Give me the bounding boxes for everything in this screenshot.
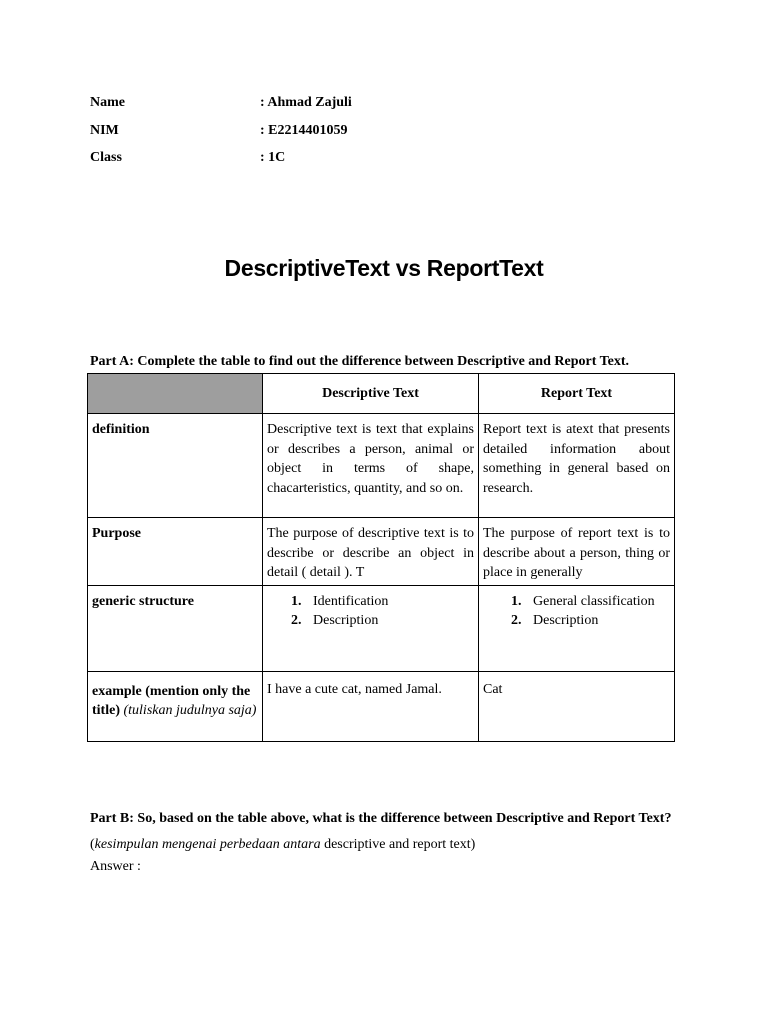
list-item: 2. Description: [511, 613, 599, 628]
cell-purpose-report: The purpose of report text is to describe about a person, thing or place in generally: [479, 518, 675, 586]
class-value: : 1C: [260, 150, 286, 165]
descriptive-structure-list: [267, 592, 474, 631]
part-a-instruction: Part A: Complete the table to find out the difference between Descriptive and Report Text.: [90, 354, 630, 369]
part-b-note-italic: kesimpulan mengenai perbedaan antara: [94, 836, 321, 852]
name-value: : Ahmad Zajuli: [260, 95, 352, 110]
corner-cell: [88, 374, 263, 414]
cell-purpose-descriptive: The purpose of descriptive text is to describe or describe an object in detail ( detail ). T: [263, 518, 479, 586]
comparison-table: [87, 373, 675, 742]
col-header-descriptive: Descriptive Text: [263, 374, 479, 414]
answer-label: Answer :: [90, 859, 141, 874]
cell-definition-report: Report text is atext that presents detailed information about something in general based on research.: [479, 414, 675, 518]
cell-example-report: Cat: [479, 671, 675, 741]
table-header-row: [88, 374, 675, 414]
name-label: Name: [90, 95, 125, 110]
nim-row: [90, 121, 352, 149]
student-info: [90, 93, 352, 176]
table-row: [88, 671, 675, 741]
nim-label: NIM: [90, 122, 119, 138]
part-b-question: Part B: So, based on the table above, what is the difference between Descriptive and Report Text? (kesimpulan mengenai perbedaan antara descriptive and report text): [90, 811, 672, 852]
row-label-structure: generic structure: [88, 585, 263, 671]
cell-structure-report: [479, 585, 675, 671]
document-title: DescriptiveText vs ReportText: [224, 255, 544, 281]
table-row: [88, 585, 675, 671]
report-structure-list: [483, 592, 670, 631]
cell-structure-descriptive: [263, 585, 479, 671]
row-label-example: example (mention only the title) (tuliskan judulnya saja): [88, 671, 263, 741]
cell-example-descriptive: I have a cute cat, named Jamal.: [263, 671, 479, 741]
row-label-definition: definition: [88, 414, 263, 518]
part-b-question-text: Part B: So, based on the table above, what is the difference between Descriptive and Report Text?: [90, 811, 672, 826]
class-row: [90, 148, 352, 176]
list-item: 1. General classification: [511, 593, 655, 609]
name-row: [90, 93, 352, 121]
class-label: Class: [90, 150, 122, 165]
row-label-example-note: (tuliskan judulnya saja): [123, 703, 257, 718]
part-b-note-rest: descriptive and report text): [324, 836, 476, 852]
table-row: [88, 414, 675, 518]
col-header-report: Report Text: [479, 374, 675, 414]
cell-definition-descriptive: Descriptive text is text that explains or describes a person, animal or object in terms of shape, chacarteristics, quantity, and so on.: [263, 414, 479, 518]
row-label-purpose: Purpose: [88, 518, 263, 586]
table-row: [88, 518, 675, 586]
list-item: 1. Identification: [291, 593, 389, 609]
list-item: 2. Description: [291, 613, 379, 628]
nim-value: : E2214401059: [260, 122, 348, 138]
